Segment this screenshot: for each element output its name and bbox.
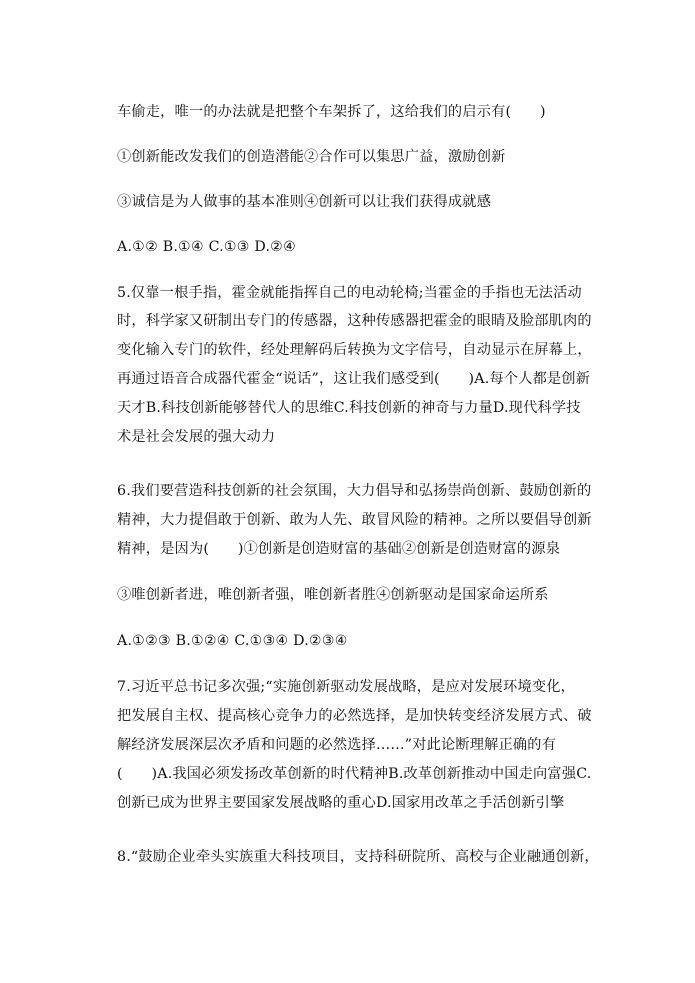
text-line: 6.我们要营造科技创新的社会氛围，大力倡导和弘扬崇尚创新、鼓励创新的: [117, 483, 592, 499]
text-line: 车偷走，唯一的办法就是把整个车架拆了，这给我们的启示有( ): [117, 104, 546, 120]
text-line: 天才B.科技创新能够替代人的思维C.科技创新的神奇与力量D.现代科学技: [117, 400, 581, 416]
text-line: A.①②③ B.①②④ C.①③④ D.②③④: [117, 633, 348, 649]
text-line: 7.习近平总书记多次强;“实施创新驱动发展战略，是应对发展环境变化，: [117, 679, 575, 695]
text-line: 术是社会发展的强大动力: [117, 429, 276, 445]
text-line: ③唯创新者进，唯创新者强，唯创新者胜④创新驱动是国家命运所系: [117, 587, 549, 603]
text-line: 把发展自主权、提高核心竞争力的必然选择，是加快转变经济发展方式、破: [117, 708, 592, 724]
text-line: 再通过语音合成器代霍金“说话”，这让我们感受到( )A.每个人都是创新: [117, 371, 591, 387]
text-line: A.①② B.①④ C.①③ D.②④: [117, 239, 297, 255]
text-line: ( )A.我国必须发扬改革创新的时代精神B.改革创新推动中国走向富强C.: [117, 766, 592, 782]
text-line: 精神，是因为( )①创新是创造财富的基础②创新是创造财富的源泉: [117, 541, 561, 557]
text-line: ①创新能改发我们的创造潜能②合作可以集思广益，激励创新: [117, 149, 506, 165]
text-line: 时，科学家又研制出专门的传感器，这种传感器把霍金的眼睛及脸部肌肉的: [117, 313, 592, 329]
text-line: 5.仅靠一根手指，霍金就能指挥自己的电动轮椅;当霍金的手指也无法活动: [117, 285, 582, 301]
text-line: 8.“鼓励企业牵头实族重大科技项目，支持科研院所、高校与企业融通创新，: [117, 849, 599, 865]
text-line: 变化输入专门的软件，经处理解码后转换为文字信号，自动显示在屏幕上，: [117, 342, 592, 358]
text-line: ③诚信是为人做事的基本准则④创新可以让我们获得成就感: [117, 194, 492, 210]
text-line: 精神，大力提倡敢于创新、敢为人先、敢冒风险的精神。之所以要倡导创新: [117, 512, 592, 528]
text-line: 解经济发展深层次矛盾和问题的必然选择……”对此论断理解正确的有: [117, 737, 557, 753]
text-line: 创新已成为世界主要国家发展战略的重心D.国家用改革之手活创新引擎: [117, 795, 565, 811]
